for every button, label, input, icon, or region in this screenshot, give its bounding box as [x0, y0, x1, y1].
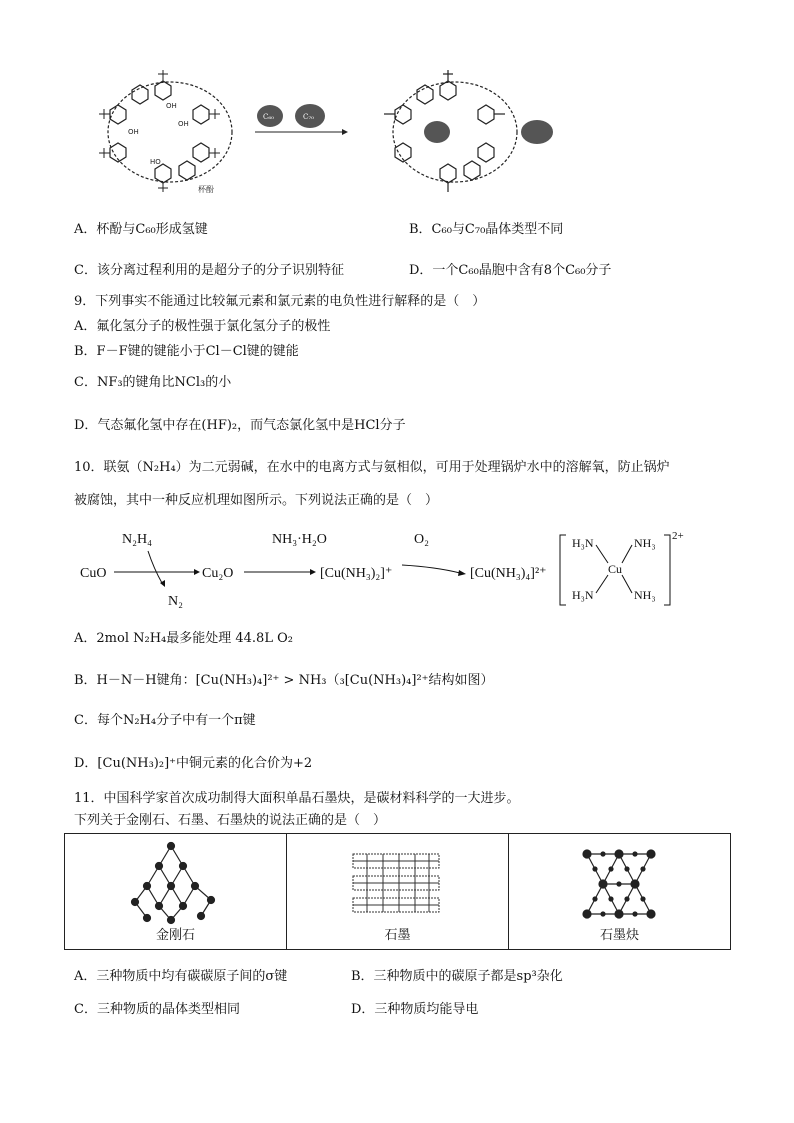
- q11-option-d[interactable]: D．三种物质均能导电: [351, 1002, 479, 1017]
- svg-text:2+: 2+: [672, 530, 684, 542]
- q9-option-a[interactable]: A．氟化氢分子的极性强于氯化氢分子的极性: [74, 319, 331, 334]
- q11-stem-1: 11．中国科学家首次成功制得大面积单晶石墨炔，是碳材料科学的一大进步。: [74, 791, 520, 806]
- q10-stem-2: 被腐蚀，其中一种反应机理如图所示。下列说法正确的是（ ）: [74, 493, 439, 508]
- q10-option-a[interactable]: A．2mol N₂H₄最多能处理 44.8L O₂: [74, 631, 293, 646]
- graphite-structure: [343, 846, 453, 926]
- q11-option-a[interactable]: A．三种物质中均有碳碳原子间的σ键: [74, 969, 288, 984]
- q8-option-d[interactable]: D．一个C₆₀晶胞中含有8个C₆₀分子: [409, 263, 612, 278]
- graphyne-structure: [565, 840, 675, 926]
- graphite-label: 石墨: [384, 928, 411, 943]
- svg-text:C₇₀: C₇₀: [303, 113, 314, 121]
- graphite-cell: [287, 834, 509, 949]
- q9-option-c[interactable]: C．NF₃的键角比NCl₃的小: [74, 375, 232, 390]
- calixarene-left: [99, 70, 232, 192]
- diamond-structure: [121, 840, 231, 926]
- svg-text:N₂: N₂: [168, 594, 183, 609]
- calixarene-separation-figure: [80, 64, 570, 196]
- svg-text:H₃N: H₃N: [572, 588, 594, 602]
- q8-option-b[interactable]: B．C₆₀与C₇₀晶体类型不同: [409, 222, 564, 237]
- q8-option-a[interactable]: A．杯酚与C₆₀形成氢键: [74, 222, 208, 237]
- svg-text:OH: OH: [166, 102, 177, 110]
- diamond-cell: [65, 834, 287, 949]
- svg-text:CuO: CuO: [80, 566, 107, 581]
- graphyne-label: 石墨炔: [599, 928, 639, 943]
- c70-ball-separated: [521, 120, 553, 144]
- carbon-structures-table: [64, 833, 731, 950]
- q11-option-c[interactable]: C．三种物质的晶体类型相同: [74, 1002, 240, 1017]
- q10-option-b[interactable]: B．H－N－H键角：[Cu(NH₃)₄]²⁺ > NH₃（₃[Cu(NH₃)₄]²⁺结构如图）: [74, 673, 494, 688]
- svg-text:Cu₂O: Cu₂O: [202, 566, 234, 581]
- svg-text:C₆₀: C₆₀: [263, 113, 274, 121]
- svg-text:NH₃: NH₃: [634, 536, 656, 550]
- q10-option-c[interactable]: C．每个N₂H₄分子中有一个π键: [74, 713, 256, 728]
- q9-option-b[interactable]: B．F－F键的键能小于Cl－Cl键的键能: [74, 344, 299, 359]
- reaction-scheme: [76, 525, 716, 611]
- graphyne-cell: [509, 834, 730, 949]
- svg-text:N₂H₄: N₂H₄: [122, 532, 152, 547]
- q8-option-c[interactable]: C．该分离过程利用的是超分子的分子识别特征: [74, 263, 344, 278]
- calixarene-label: 杯酚: [198, 185, 214, 194]
- q11-stem-2: 下列关于金刚石、石墨、石墨炔的说法正确的是（ ）: [74, 813, 387, 828]
- diamond-label: 金刚石: [155, 928, 195, 943]
- svg-text:[Cu(NH₃)₂]⁺: [Cu(NH₃)₂]⁺: [320, 566, 393, 581]
- svg-text:O₂: O₂: [414, 532, 429, 547]
- svg-text:OH: OH: [178, 120, 189, 128]
- calixarene-right: [384, 70, 517, 192]
- svg-text:NH₃: NH₃: [634, 588, 656, 602]
- svg-text:H₃N: H₃N: [572, 536, 594, 550]
- q11-option-b[interactable]: B．三种物质中的碳原子都是sp³杂化: [351, 969, 563, 984]
- svg-text:Cu: Cu: [608, 562, 623, 576]
- q9-stem: 9．下列事实不能通过比较氟元素和氯元素的电负性进行解释的是（ ）: [74, 294, 486, 309]
- q9-option-d[interactable]: D．气态氟化氢中存在(HF)₂，而气态氯化氢中是HCl分子: [74, 418, 406, 433]
- svg-text:[Cu(NH₃)₄]²⁺: [Cu(NH₃)₄]²⁺: [470, 566, 547, 581]
- svg-text:NH₃·H₂O: NH₃·H₂O: [272, 532, 327, 547]
- q10-option-d[interactable]: D．[Cu(NH₃)₂]⁺中铜元素的化合价为+2: [74, 756, 313, 771]
- svg-text:HO: HO: [150, 158, 161, 166]
- svg-text:OH: OH: [128, 128, 139, 136]
- q10-stem-1: 10．联氨（N₂H₄）为二元弱碱，在水中的电离方式与氨相似，可用于处理锅炉水中的溶解氧，防止锅炉: [74, 460, 670, 475]
